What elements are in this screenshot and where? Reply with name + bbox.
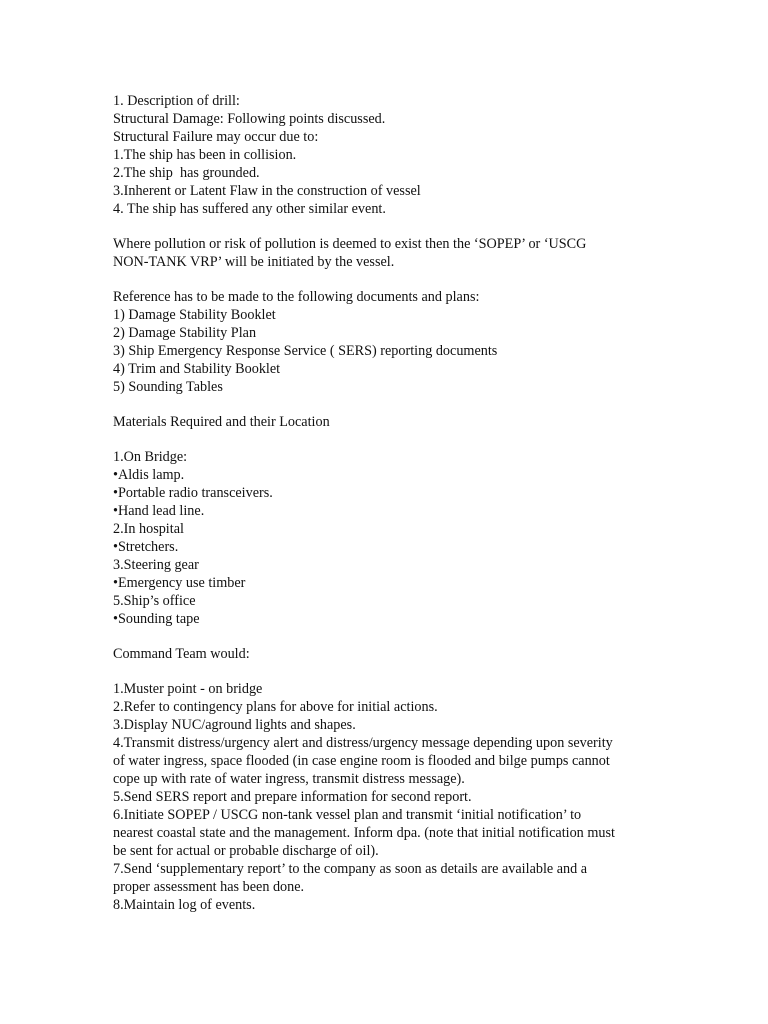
command-team-line: cope up with rate of water ingress, transmit distress message).: [113, 771, 465, 787]
cause-item: 4. The ship has suffered any other similar event.: [113, 201, 386, 217]
structural-damage-line: Structural Damage: Following points discussed.: [113, 111, 386, 127]
command-team-line: 1.Muster point - on bridge: [113, 681, 263, 697]
command-team-line: 6.Initiate SOPEP / USCG non-tank vessel plan and transmit ‘initial notification’ to: [113, 807, 582, 823]
document-page: [113, 92, 733, 914]
material-item: •Sounding tape: [113, 611, 200, 627]
description-heading: 1. Description of drill:: [113, 93, 240, 109]
command-team-line: nearest coastal state and the management. Inform dpa. (note that initial notification must: [113, 825, 615, 841]
command-team-line: of water ingress, space flooded (in case engine room is flooded and bilge pumps cannot: [113, 753, 610, 769]
command-team-line: 8.Maintain log of events.: [113, 897, 256, 913]
command-team-line: 7.Send ‘supplementary report’ to the company as soon as details are available and a: [113, 861, 588, 877]
pollution-line: Where pollution or risk of pollution is deemed to exist then the ‘SOPEP’ or ‘USCG: [113, 236, 587, 252]
references-intro: Reference has to be made to the following documents and plans:: [113, 289, 480, 305]
material-item: •Aldis lamp.: [113, 467, 185, 483]
material-item: •Stretchers.: [113, 539, 179, 555]
command-team-line: be sent for actual or probable discharge of oil).: [113, 843, 379, 859]
paragraph-gap: [113, 663, 733, 680]
materials-heading: Materials Required and their Location: [113, 414, 330, 430]
failure-intro: Structural Failure may occur due to:: [113, 129, 319, 145]
material-item: 3.Steering gear: [113, 557, 199, 573]
command-team-line: 3.Display NUC/aground lights and shapes.: [113, 717, 356, 733]
material-item: •Portable radio transceivers.: [113, 485, 273, 501]
material-item: 2.In hospital: [113, 521, 184, 537]
cause-item: 1.The ship has been in collision.: [113, 147, 297, 163]
reference-item: 1) Damage Stability Booklet: [113, 307, 276, 323]
cause-item: 3.Inherent or Latent Flaw in the construction of vessel: [113, 183, 421, 199]
reference-item: 3) Ship Emergency Response Service ( SERS) reporting documents: [113, 343, 498, 359]
material-item: 1.On Bridge:: [113, 449, 188, 465]
material-item: •Hand lead line.: [113, 503, 205, 519]
pollution-line: NON-TANK VRP’ will be initiated by the vessel.: [113, 254, 395, 270]
material-item: 5.Ship’s office: [113, 593, 196, 609]
command-team-line: 4.Transmit distress/urgency alert and distress/urgency message depending upon severity: [113, 735, 613, 751]
cause-item: 2.The ship has grounded.: [113, 165, 260, 181]
command-team-heading: Command Team would:: [113, 646, 250, 662]
paragraph-gap: [113, 218, 733, 235]
reference-item: 4) Trim and Stability Booklet: [113, 361, 281, 377]
command-team-line: 5.Send SERS report and prepare information for second report.: [113, 789, 472, 805]
command-team-line: proper assessment has been done.: [113, 879, 305, 895]
command-team-line: 2.Refer to contingency plans for above for initial actions.: [113, 699, 438, 715]
paragraph-gap: [113, 431, 733, 448]
material-item: •Emergency use timber: [113, 575, 246, 591]
reference-item: 5) Sounding Tables: [113, 379, 223, 395]
paragraph-gap: [113, 628, 733, 645]
paragraph-gap: [113, 271, 733, 288]
paragraph-gap: [113, 396, 733, 413]
reference-item: 2) Damage Stability Plan: [113, 325, 257, 341]
